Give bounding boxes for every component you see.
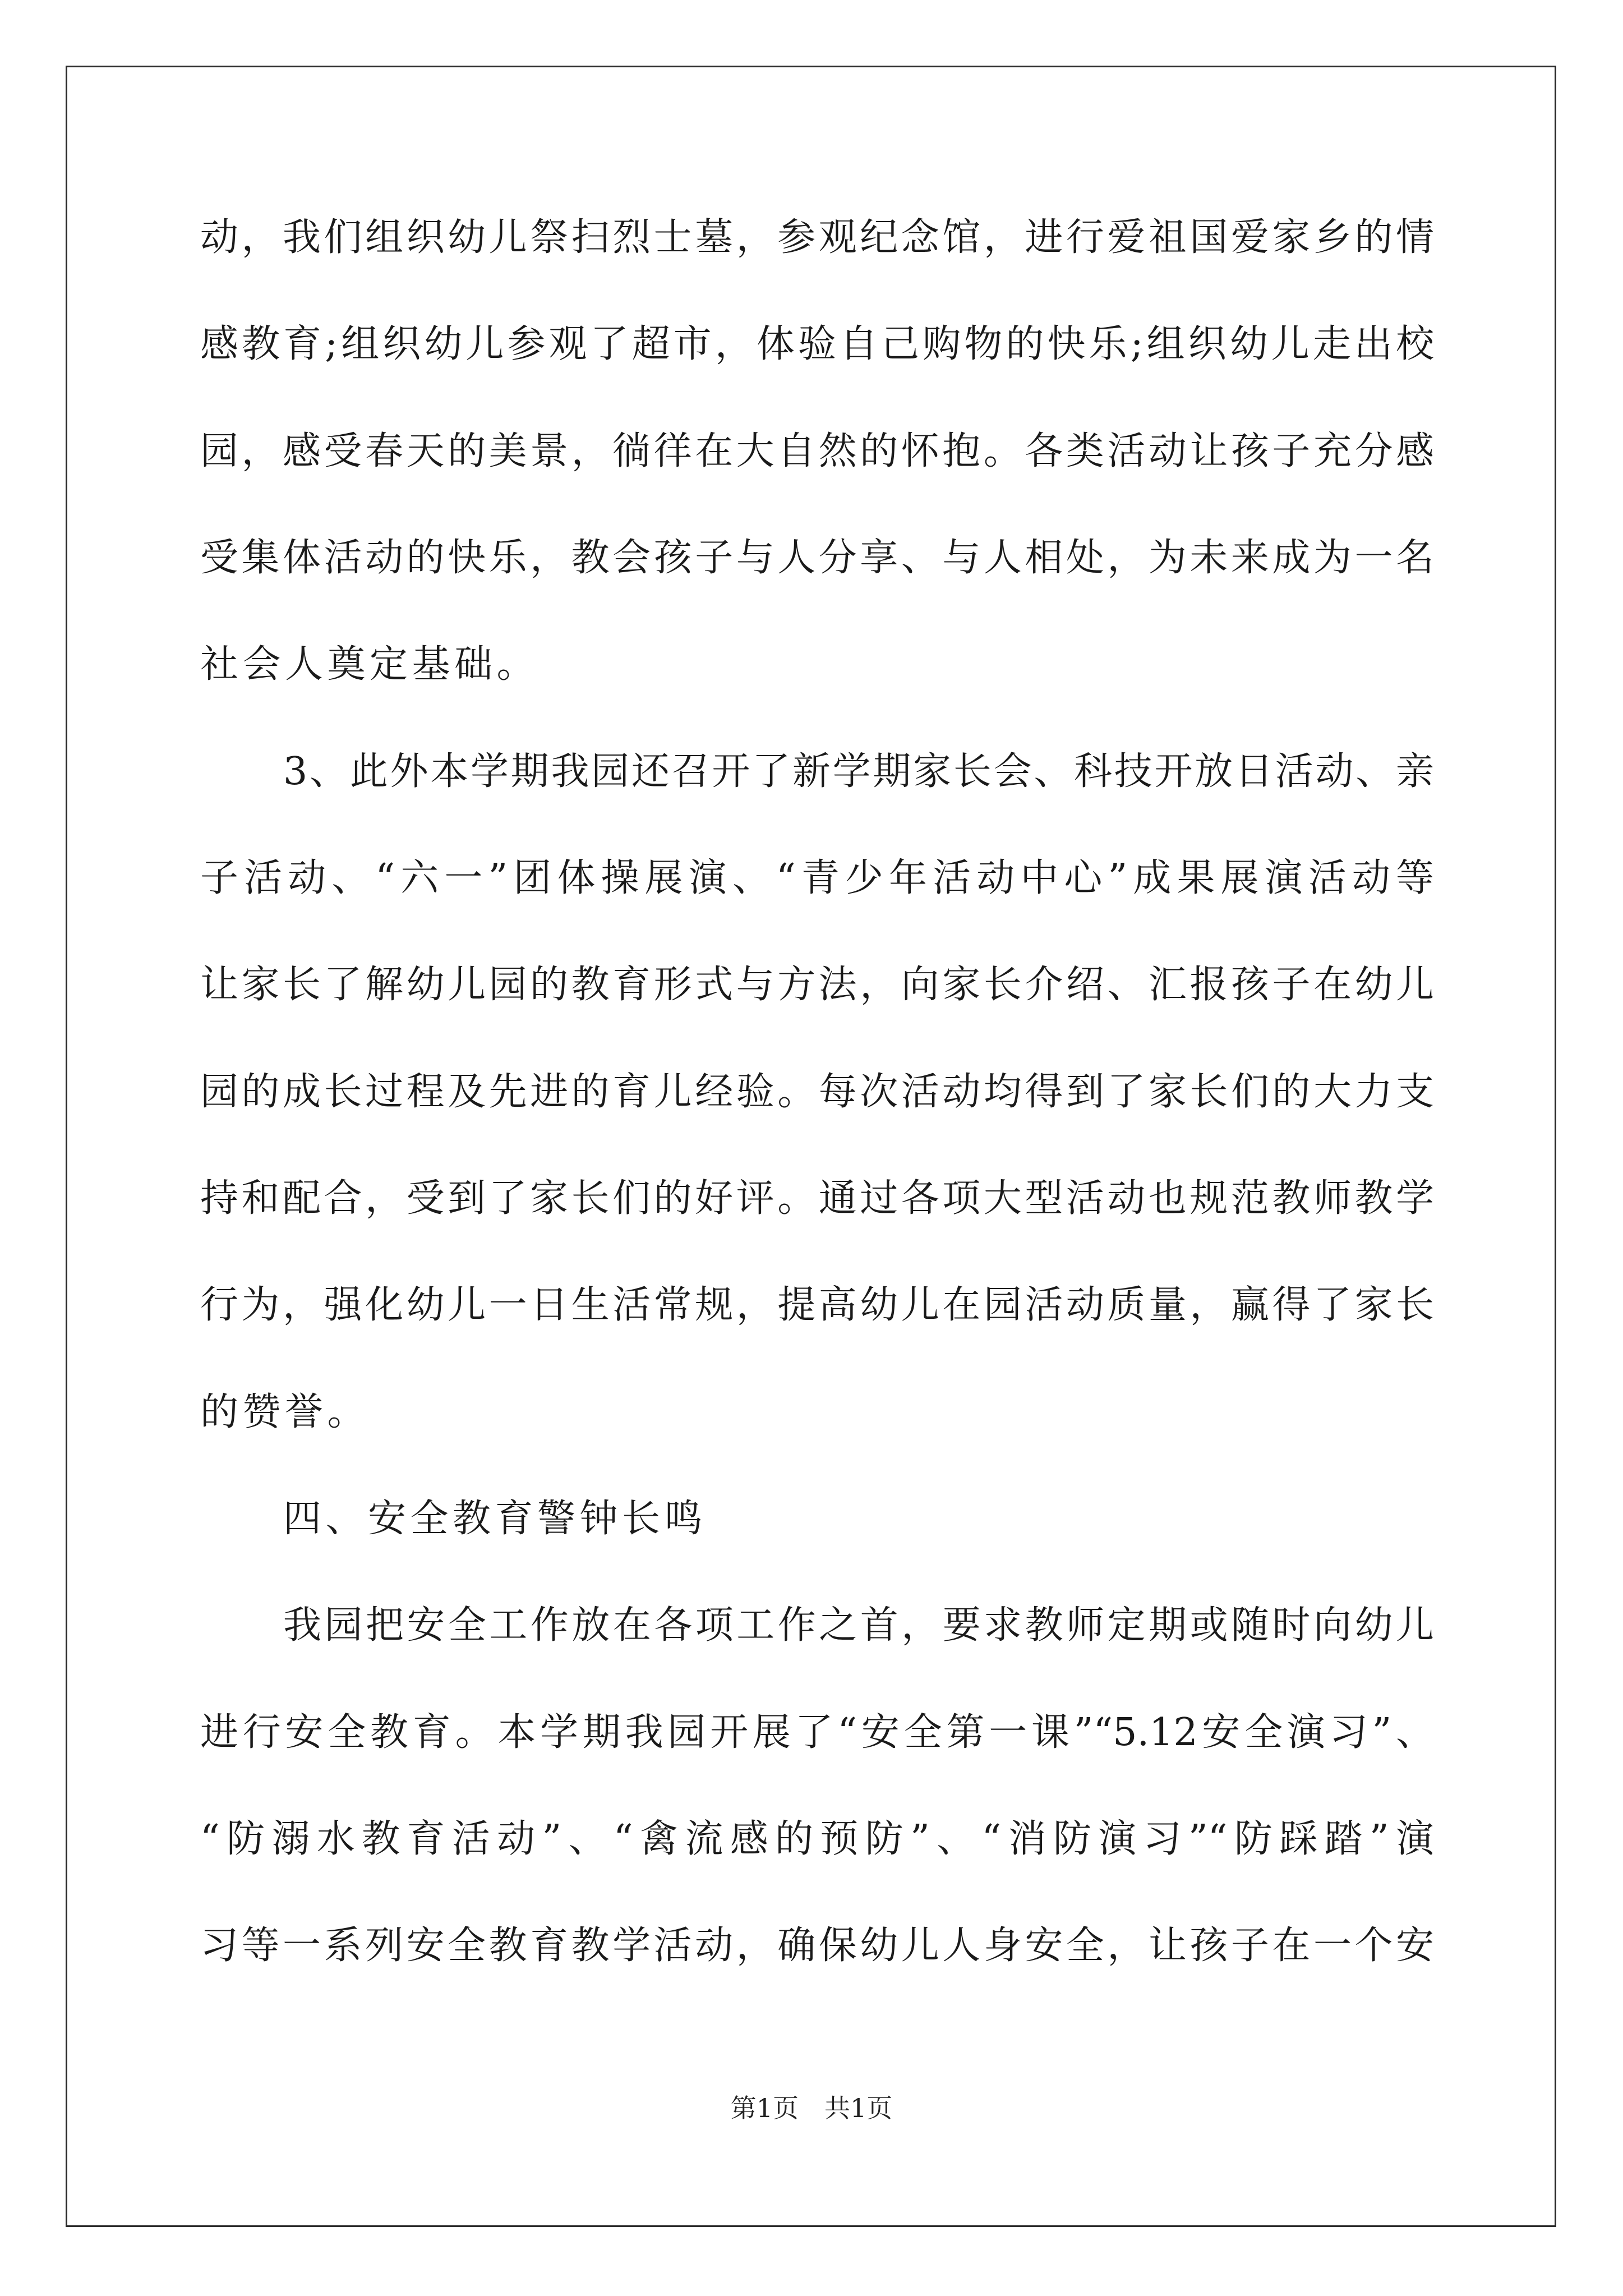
section-heading: 四、安全教育警钟长鸣: [283, 1497, 707, 1541]
text-line: 受集体活动的快乐，教会孩子与人分享、与人相处，为未来成为一名: [200, 536, 1434, 580]
paragraph-first-line: 3、此外本学期我园还召开了新学期家长会、科技开放日活动、亲: [283, 749, 1434, 794]
text-line: 让家长了解幼儿园的教育形式与方法，向家长介绍、汇报孩子在幼儿: [200, 963, 1434, 1007]
text-line: “防溺水教育活动”、“禽流感的预防”、“消防演习”“防踩踏”演: [200, 1817, 1434, 1861]
text-line: 习等一系列安全教育教学活动，确保幼儿人身安全，让孩子在一个安: [200, 1924, 1434, 1968]
text-line: 进行安全教育。本学期我园开展了“安全第一课”“5.12安全演习”、: [200, 1710, 1434, 1755]
page-number: 第1页 共1页: [730, 2093, 893, 2123]
text-line: 的赞誉。: [200, 1390, 370, 1434]
text-line: 社会人奠定基础。: [200, 642, 540, 687]
text-line: 园的成长过程及先进的育儿经验。每次活动均得到了家长们的大力支: [200, 1070, 1434, 1114]
text-line: 园，感受春天的美景，徜徉在大自然的怀抱。各类活动让孩子充分感: [200, 429, 1434, 473]
page-border: [66, 66, 1556, 2227]
text-line: 子活动、“六一”团体操展演、“青少年活动中心”成果展演活动等: [200, 856, 1434, 900]
text-line: 感教育;组织幼儿参观了超市，体验自己购物的快乐;组织幼儿走出校: [200, 322, 1434, 366]
paragraph-first-line: 我园把安全工作放在各项工作之首，要求教师定期或随时向幼儿: [283, 1603, 1434, 1648]
text-line: 动，我们组织幼儿祭扫烈士墓，参观纪念馆，进行爱祖国爱家乡的情: [200, 215, 1434, 260]
text-line: 持和配合，受到了家长们的好评。通过各项大型活动也规范教师教学: [200, 1176, 1434, 1221]
text-line: 行为，强化幼儿一日生活常规，提高幼儿在园活动质量，赢得了家长: [200, 1283, 1434, 1327]
